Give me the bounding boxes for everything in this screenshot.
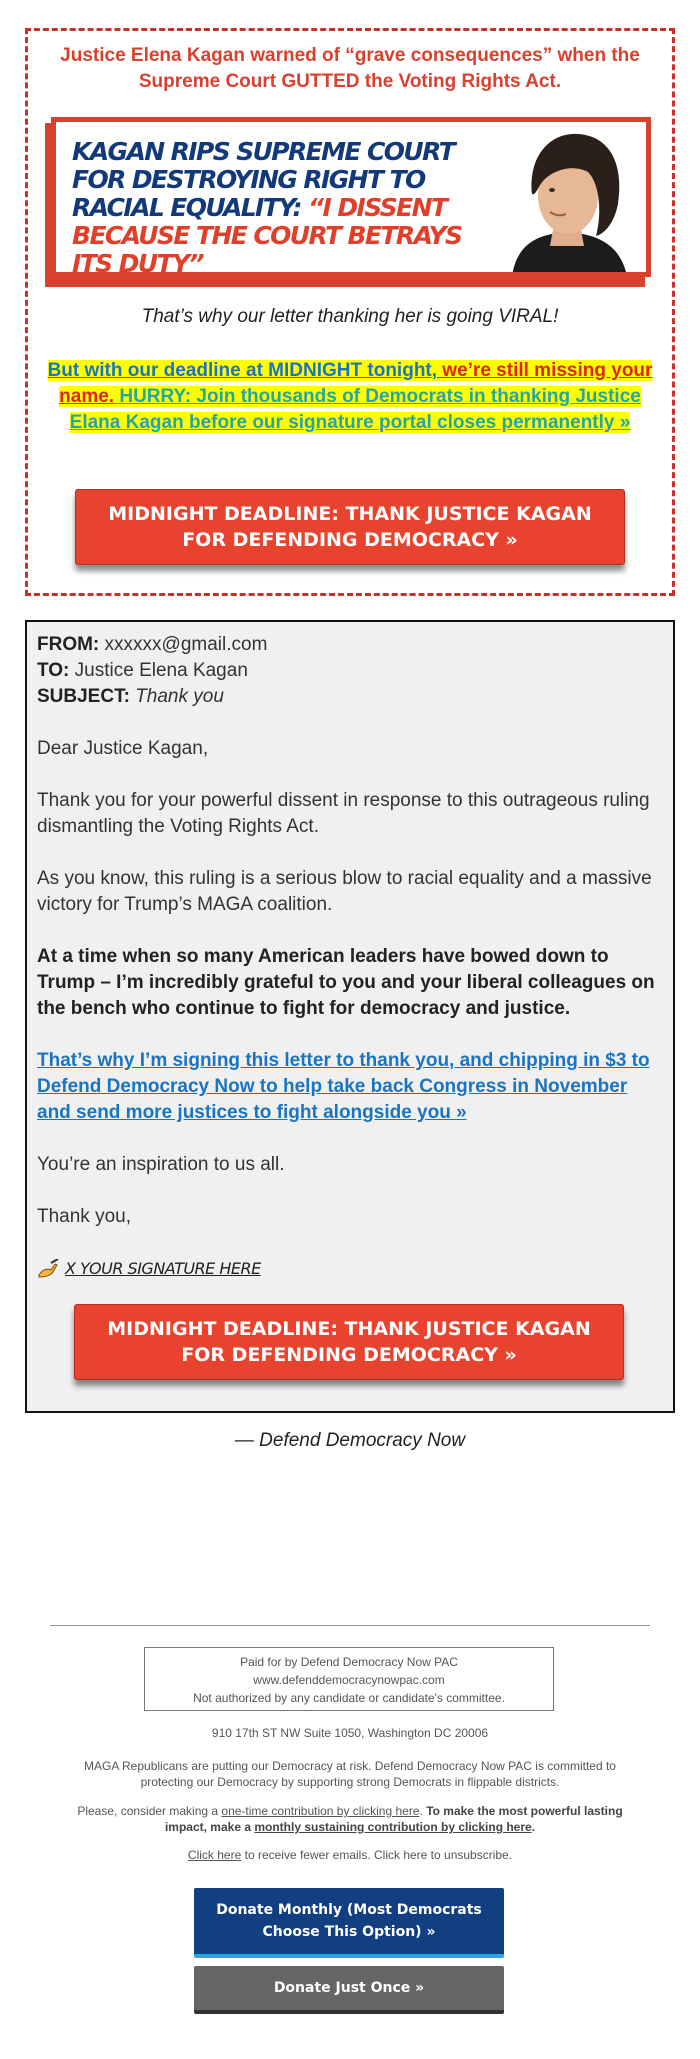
donate-once-button[interactable]: Donate Just Once » [194, 1966, 504, 2014]
banner-quote: “I DISSENT BECAUSE THE COURT BETRAYS ITS DUTY” [72, 193, 462, 277]
monthly-contribution-link[interactable]: monthly sustaining contribution by clicking here [254, 1820, 532, 1834]
paid-for-box [144, 1647, 554, 1711]
deadline-link[interactable] [46, 358, 654, 436]
sign-and-chip-in-link[interactable]: That’s why I’m signing this letter to thank you, and chipping in $3 to Defend Democracy Now to help take back Congress in November and send more justices to fight alongside you » [37, 1050, 650, 1123]
one-time-contribution-link[interactable]: one-time contribution by clicking here [221, 1804, 420, 1818]
deadline-part2[interactable]: we’re still missing your name. [59, 360, 653, 407]
fewer-emails-link[interactable]: Click here [187, 1848, 242, 1862]
email-preferences [60, 1847, 640, 1863]
contrib-pre: Please, consider making a [77, 1804, 222, 1818]
letter-body [37, 632, 662, 1282]
letter-para-4: You’re an inspiration to us all. [37, 1154, 285, 1175]
signature-link[interactable] [37, 1256, 662, 1282]
thank-kagan-button-2[interactable]: MIDNIGHT DEADLINE: THANK JUSTICE KAGAN FOR DEFENDING DEMOCRACY » [74, 1304, 624, 1380]
fewer-emails-rest: to receive fewer emails. Click here to unsubscribe. [241, 1848, 513, 1862]
contrib-mid: . [419, 1804, 427, 1818]
deadline-part3[interactable]: HURRY: Join thousands of Democrats in thanking Justice Elana Kagan before our signature portal closes permanently » [69, 386, 641, 433]
closing: Thank you, [37, 1206, 131, 1227]
portrait-image [492, 124, 642, 276]
contrib-bold-text: To make the most powerful lasting impact, make a [164, 1804, 623, 1834]
signature-text[interactable]: X YOUR SIGNATURE HERE [65, 1259, 261, 1278]
writing-hand-icon [37, 1259, 59, 1279]
subject-value: Thank you [135, 686, 224, 707]
from-value: xxxxxx@gmail.com [99, 634, 268, 655]
deadline-part1[interactable]: But with our deadline at MIDNIGHT tonight, [47, 360, 438, 381]
from-line [37, 632, 662, 658]
letter-box [25, 620, 675, 1413]
contribution-text [60, 1803, 640, 1835]
letter-para-3: At a time when so many American leaders have bowed down to Trump – I’m incredibly grateful to you and your liberal colleagues on the bench who continue to fight for democracy and justice. [37, 946, 655, 1019]
to-value: Justice Elena Kagan [69, 660, 248, 681]
viral-line: That’s why our letter thanking her is going VIRAL! [141, 306, 559, 327]
address: 910 17th ST NW Suite 1050, Washington DC 20006 [211, 1726, 489, 1740]
letter-para-1: Thank you for your powerful dissent in response to this outrageous ruling dismantling the Voting Rights Act. [37, 790, 650, 837]
banner-card [51, 117, 651, 277]
donate-monthly-button[interactable]: Donate Monthly (Most Democrats Choose This Option) » [194, 1888, 504, 1958]
from-label: FROM: [37, 634, 100, 655]
greeting: Dear Justice Kagan, [37, 738, 209, 759]
to-label: TO: [37, 660, 70, 681]
banner-main-text: KAGAN RIPS SUPREME COURT FOR DESTROYING RIGHT TO RACIAL EQUALITY: [72, 137, 455, 222]
signoff: — Defend Democracy Now [234, 1430, 466, 1451]
hero-box [25, 28, 675, 596]
footer-divider [50, 1625, 650, 1626]
paid-line-1: Paid for by Defend Democracy Now PAC [240, 1655, 458, 1669]
paid-line-3: Not authorized by any candidate or candidate's committee. [193, 1691, 505, 1705]
subject-line [37, 684, 662, 710]
letter-para-2: As you know, this ruling is a serious blow to racial equality and a massive victory for Trump’s MAGA coalition. [37, 868, 652, 915]
thank-kagan-button[interactable]: MIDNIGHT DEADLINE: THANK JUSTICE KAGAN FOR DEFENDING DEMOCRACY » [75, 489, 625, 565]
to-line [37, 658, 662, 684]
subject-label: SUBJECT: [37, 686, 130, 707]
banner-headline [72, 138, 492, 277]
news-banner[interactable] [45, 117, 660, 287]
paid-line-2: www.defenddemocracynowpac.com [253, 1673, 445, 1687]
hero-headline: Justice Elena Kagan warned of “grave consequences” when the Supreme Court GUTTED the Voting Rights Act. [60, 45, 640, 92]
contrib-end: . [531, 1820, 536, 1834]
mission-statement: MAGA Republicans are putting our Democracy at risk. Defend Democracy Now PAC is committed to protecting our Democracy by supporting strong Democrats in flippable districts. [84, 1759, 616, 1789]
